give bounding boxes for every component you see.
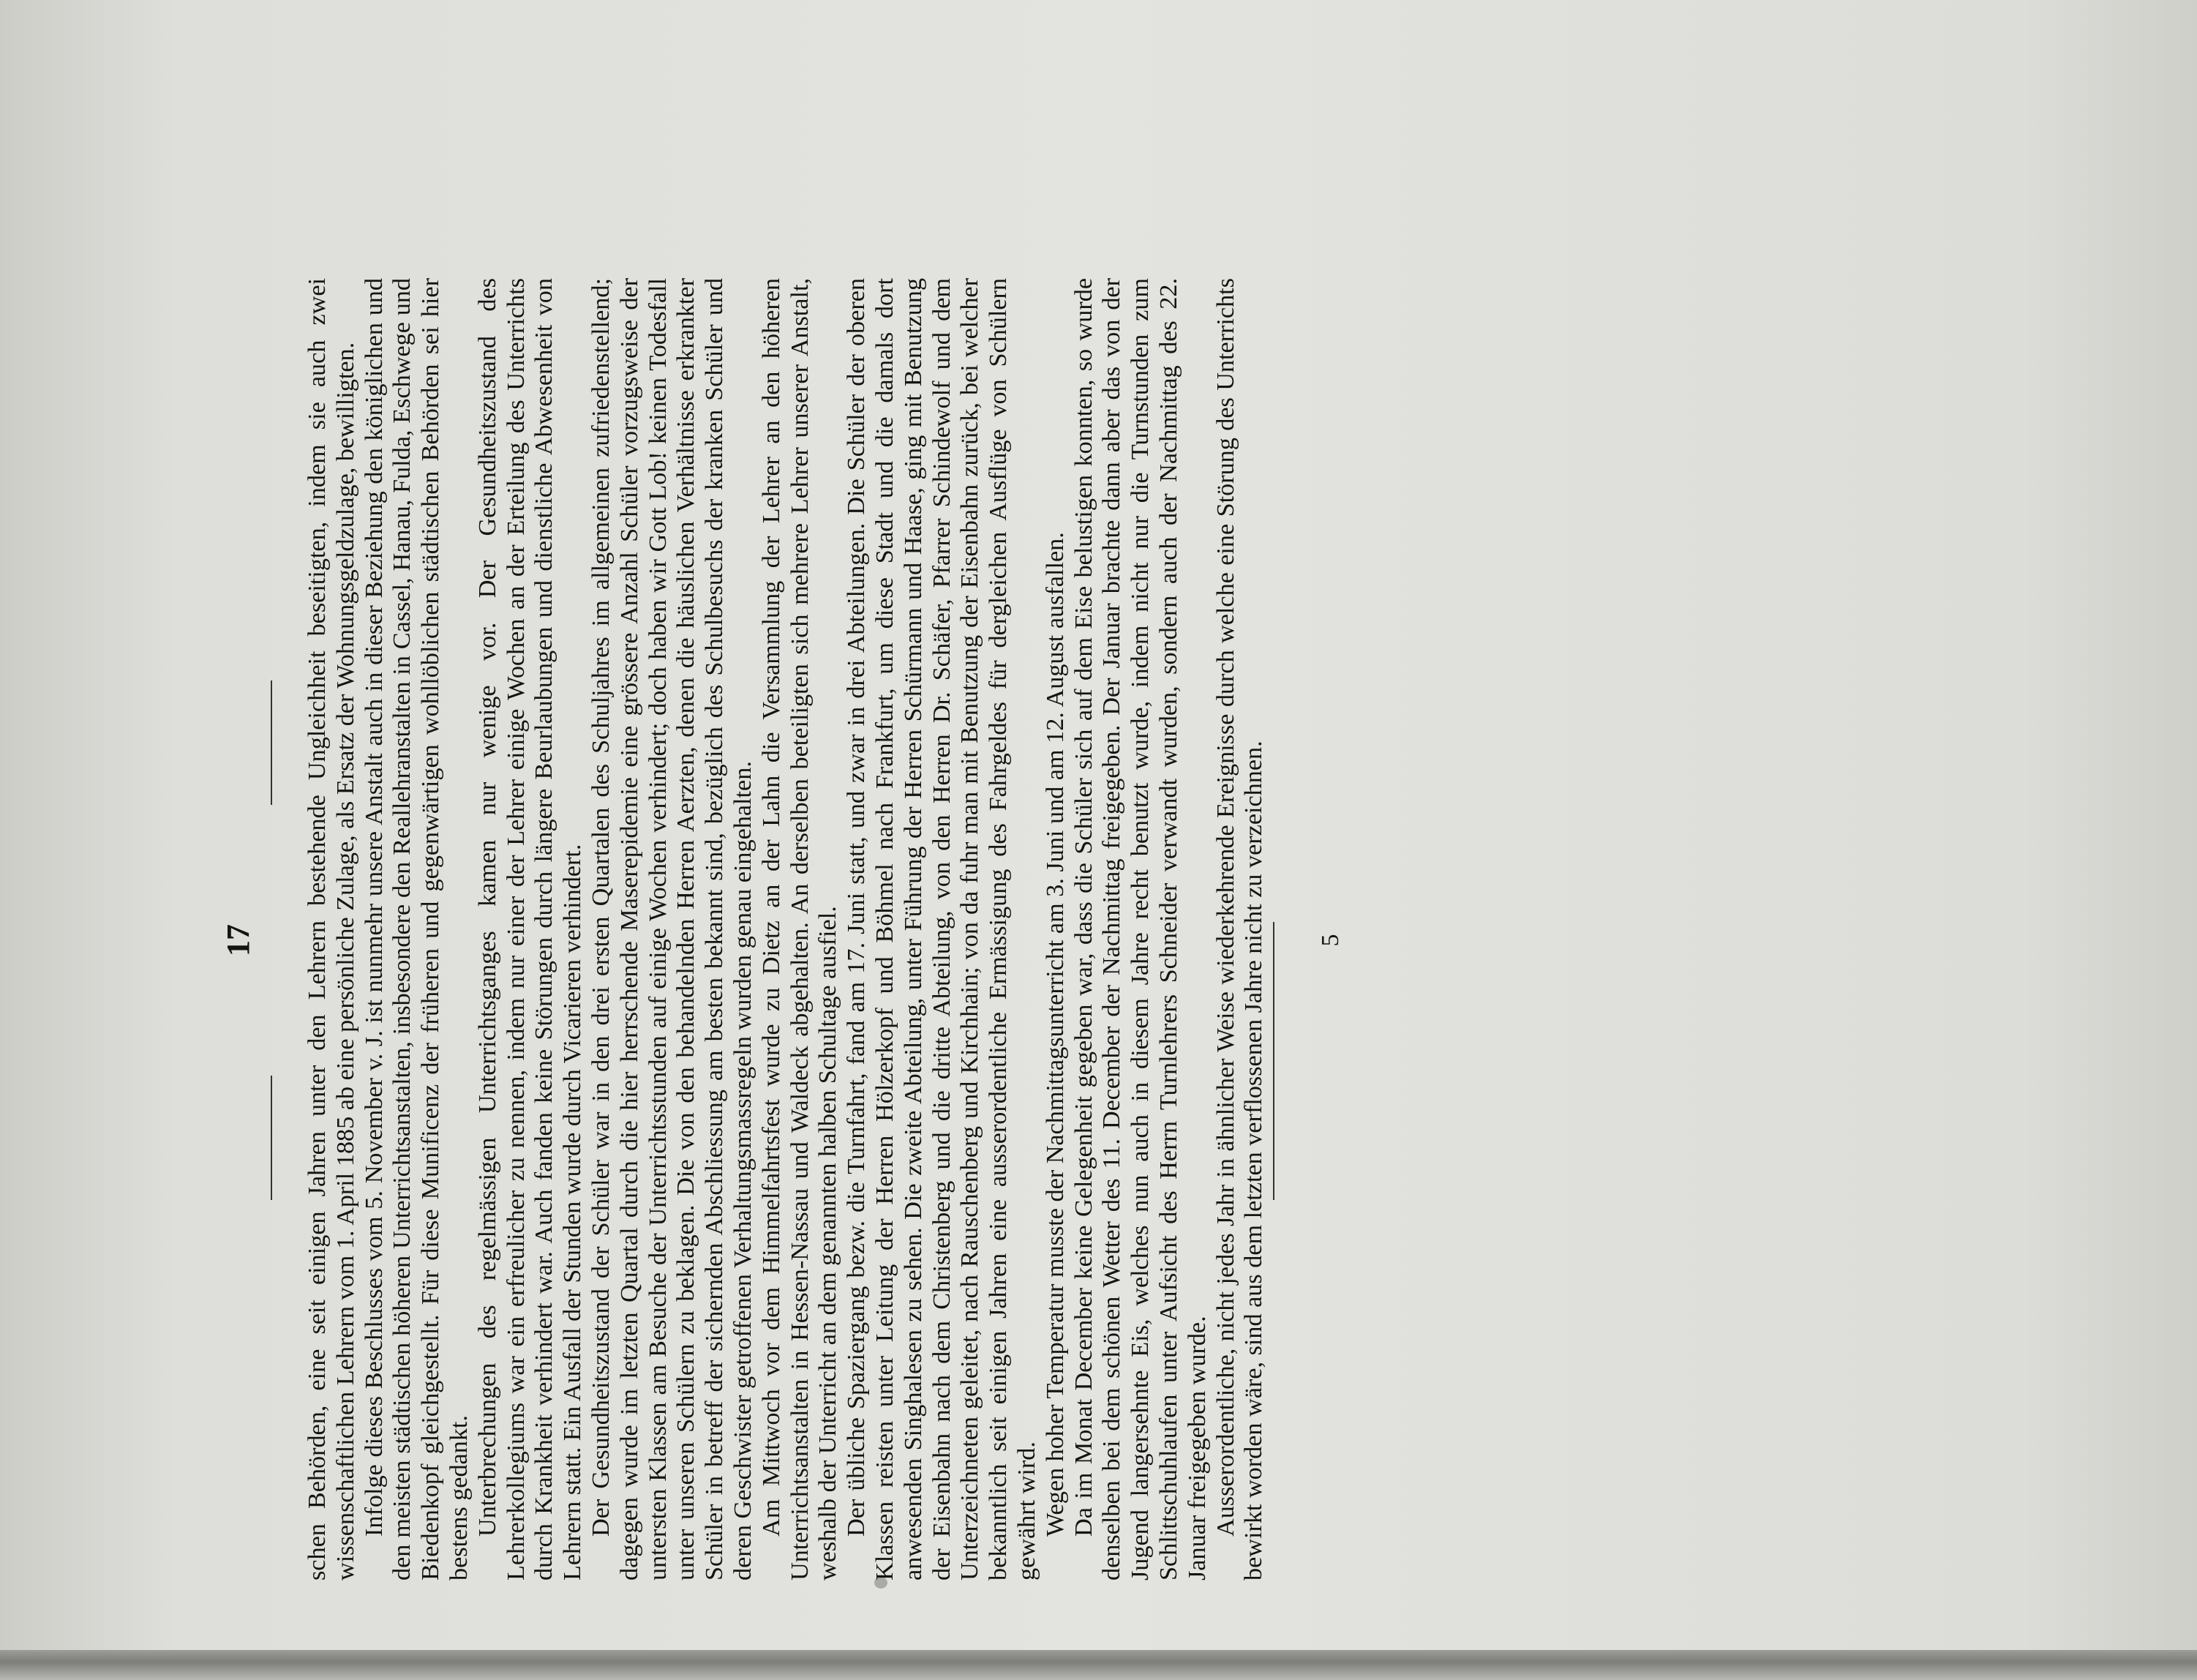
scanner-edge	[0, 1650, 2197, 1680]
paragraph: Ausserordentliche, nicht jedes Jahr in ähnlicher Weise wiederkehrende Ereignisse durch welche eine Störung des Unterrichts bewirkt worden wäre, sind aus dem letzten verflossenen Jahre nicht zu verzeichnen.	[1212, 278, 1268, 1580]
paragraph: Infolge dieses Beschlusses vom 5. November v. J. ist nunmehr unsere Anstalt auch in dieser Beziehung den königlichen und den meisten städtischen höheren Unterrichtsanstalten, insbesondere den Reallehranstalten in Cassel, Hanau, Fulda, Eschwege und Biedenkopf gleichgestellt. Für diese Munificenz der früheren und gegenwärtigen wohllöblichen städtischen Behörden sei hier bestens gedankt.	[360, 278, 473, 1580]
paragraph: Unterbrechungen des regelmässigen Unterrichtsganges kamen nur wenige vor. Der Gesundheitszustand des Lehrerkollegiums war ein erfreulicher zu nennen, indem nur einer der Lehrer einige Wochen an der Erteilung des Unterrichts durch Krankheit verhindert war. Auch fanden keine Störungen durch längere Beurlaubungen und dienstliche Abwesenheit von Lehrern statt. Ein Ausfall der Stunden wurde durch Vicarieren verhindert.	[473, 278, 587, 1580]
header-rule-left	[271, 1076, 272, 1200]
paragraph: Wegen hoher Temperatur musste der Nachmittagsunterricht am 3. Juni und am 12. August ausfallen.	[1041, 532, 1069, 1537]
paragraph: schen Behörden, eine seit einigen Jahren unter den Lehrern bestehende Ungleichheit beseitigten, indem sie auch zwei wissenschaftlichen Lehrern vom 1. April 1885 ab eine persönliche Zulage, als Ersatz der Wohnungsgeldzulage, bewilligten.	[304, 278, 359, 1580]
paragraph: Der Gesundheitszustand der Schüler war in den drei ersten Quartalen des Schuljahres im allgemeinen zufriedenstellend; dagegen wurde im letzten Quartal durch die hier herrschende Maserepidemie eine grössere Anzahl Schüler vorzugsweise der untersten Klassen am Besuche der Unterrichtsstunden auf einige Wochen verhindert; doch haben wir Gott Lob! keinen Todesfall unter unseren Schülern zu beklagen. Die von den behandelnden Herren Aerzten, denen die häuslichen Verhältnisse erkrankter Schüler in betreff der sichernden Abschliessung am besten bekannt sind, bezüglich des Schulbesuchs der kranken Schüler und deren Geschwister getroffenen Verhaltungsmassregeln wurden genau eingehalten.	[587, 278, 756, 1580]
paragraph: Da im Monat December keine Gelegenheit gegeben war, dass die Schüler sich auf dem Eise belustigen konnten, so wurde denselben bei dem schönen Wetter des 11. December der Nachmittag freigegeben. Der Januar brachte dann aber das von der Jugend langersehnte Eis, welches nun auch in diesem Jahre recht benutzt wurde, indem nicht nur die Turnstunden zum Schlittschuhlaufen unter Aufsicht des Herrn Turnlehrers Schneider verwandt wurden, sondern auch der Nachmittag des 22. Januar freigegeben wurde.	[1070, 278, 1211, 1580]
footer-number: 5	[1317, 934, 1344, 947]
body-text	[304, 278, 1269, 1580]
header-rule-right	[271, 680, 272, 805]
rotated-page	[219, 271, 1727, 1610]
footer-rule	[1273, 922, 1274, 1200]
paragraph: Am Mittwoch vor dem Himmelfahrtsfest wurde zu Dietz an der Lahn die Versammlung der Lehrer an den höheren Unterrichtsanstalten in Hessen-Nassau und Waldeck abgehalten. An derselben beteiligten sich mehrere Lehrer unserer Anstalt, weshalb der Unterricht an dem genannten halben Schultage ausfiel.	[757, 278, 842, 1580]
paragraph: Der übliche Spaziergang bezw. die Turnfahrt, fand am 17. Juni statt, und zwar in drei Abteilungen. Die Schüler der oberen Klassen reisten unter Leitung der Herren Hölzerkopf und Böhmel nach Frankfurt, um diese Stadt und die damals dort anwesenden Singhalesen zu sehen. Die zweite Abteilung, unter Führung der Herren Schürmann und Haase, ging mit Benutzung der Eisenbahn nach dem Christenberg und die dritte Abteilung, von den Herren Dr. Schäfer, Pfarrer Schindewolf und dem Unterzeichneten geleitet, nach Rauschenberg und Kirchhain; von da fuhr man mit Benutzung der Eisenbahn zurück, bei welcher bekanntlich seit einigen Jahren eine ausserordentliche Ermässigung des Fahrgeldes für dergleichen Ausflüge von Schülern gewährt wird.	[843, 278, 1040, 1580]
page-number: 17	[220, 924, 256, 956]
